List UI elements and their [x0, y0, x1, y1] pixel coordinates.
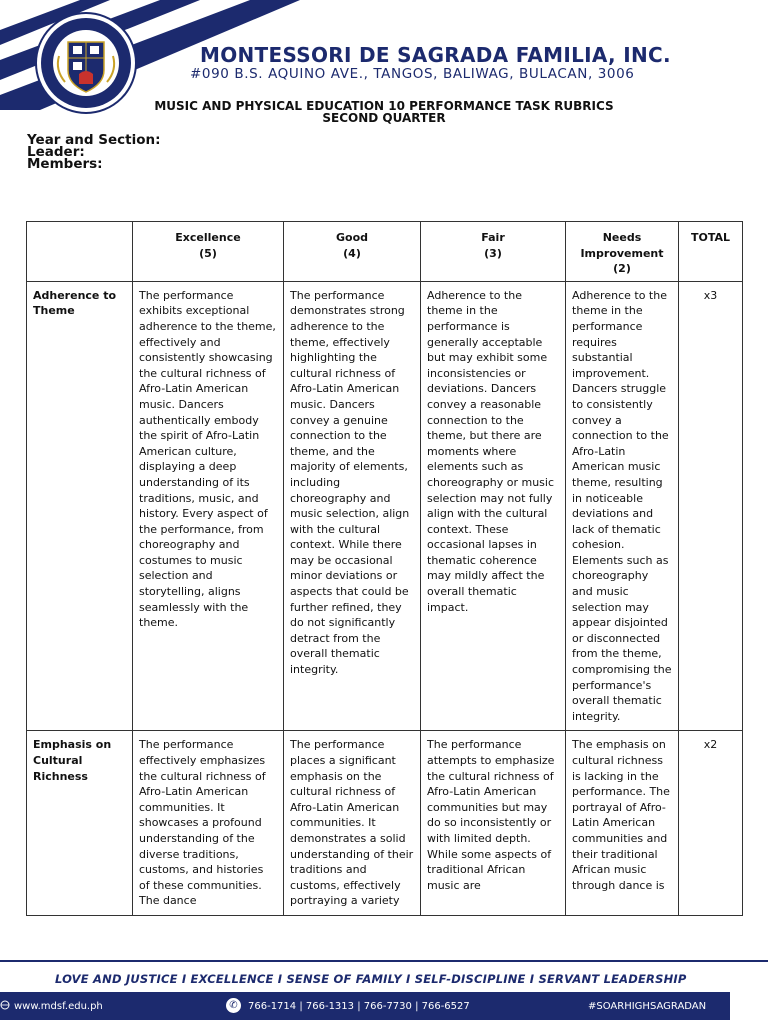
header-score: (2) [613, 262, 631, 276]
header-score: (4) [343, 246, 361, 260]
header-total [679, 222, 743, 282]
globe-icon [0, 1000, 10, 1010]
document-title: MUSIC AND PHYSICAL EDUCATION 10 PERFORMANCE TASK RUBRICS [154, 99, 614, 113]
school-address: #090 B.S. AQUINO AVE., TANGOS, BALIWAG, BULACAN, 3006 [190, 66, 635, 82]
good-cell: The performance demonstrates strong adherence to the theme, effectively highlighting the cultural richness of Afro-Latin American music. Dancers convey a genuine connection to the theme, and the majority of elements, including choreography and music selection, align with the cultural context. While there may be occasional minor deviations or aspects that could be further refined, they do not significantly detract from the overall thematic integrity. [284, 281, 421, 731]
year-section-label: Year and Section: [27, 132, 161, 148]
header-needs-improvement [566, 222, 679, 282]
hashtag: #SOARHIGHSAGRADAN [588, 1001, 707, 1012]
website-link[interactable]: www.mdsf.edu.ph [14, 1001, 103, 1012]
fair-cell: Adherence to the theme in the performance is generally acceptable but may exhibit some inconsistencies or deviations. Dancers convey a reasonable connection to the theme, but there are moments where elements such as choreography or music selection may not fully align with the cultural context. These occasional lapses in thematic coherence may mildly affect the overall thematic impact. [421, 281, 566, 731]
good-cell: The performance places a significant emphasis on the cultural richness of Afro-Latin American communities. It demonstrates a solid understanding of their traditions and customs, effectively portraying a variety [284, 731, 421, 916]
fair-cell: The performance attempts to emphasize the cultural richness of Afro-Latin American communities but may do so inconsistently or with limited depth. While some aspects of traditional African music are [421, 731, 566, 916]
needs-improvement-cell: The emphasis on cultural richness is lacking in the performance. The portrayal of Afro-Latin American communities and their traditional African music through dance is [566, 731, 679, 916]
rubric-table [26, 221, 743, 916]
needs-improvement-cell: Adherence to the theme in the performance requires substantial improvement. Dancers struggle to consistently convey a connection to the Afro-Latin American music theme, resulting in noticeable deviations and lack of thematic cohesion. Elements such as choreography and music selection may appear disjointed or disconnected from the theme, compromising the performance's overall thematic integrity. [566, 281, 679, 731]
header-good [284, 222, 421, 282]
header-fair [421, 222, 566, 282]
total-cell: x2 [679, 731, 743, 916]
criterion-cell: Adherence to Theme [27, 281, 133, 731]
header-label: Needs Improvement [580, 231, 664, 260]
document-subtitle: SECOND QUARTER [322, 111, 446, 125]
rubric-header-row [27, 222, 743, 282]
phone-numbers: 766-1714 | 766-1313 | 766-7730 | 766-6527 [248, 1001, 470, 1012]
header-score: (3) [484, 246, 502, 260]
footer-divider [0, 960, 768, 962]
header-label: Fair [481, 231, 505, 244]
members-label: Members: [27, 156, 103, 172]
table-row [27, 281, 743, 731]
school-name: MONTESSORI DE SAGRADA FAMILIA, INC. [200, 43, 671, 67]
header-label: Excellence [175, 231, 241, 244]
phone-icon: ✆ [226, 998, 241, 1013]
footer-bar-tail [730, 992, 768, 1020]
table-row [27, 731, 743, 916]
leader-label: Leader: [27, 144, 85, 160]
school-motto: LOVE AND JUSTICE I EXCELLENCE I SENSE OF FAMILY I SELF-DISCIPLINE I SERVANT LEADERSHIP [55, 972, 687, 986]
footer [0, 958, 768, 1024]
header-excellence [133, 222, 284, 282]
header-label: Good [335, 231, 369, 244]
header-criterion-cell [27, 222, 133, 282]
header-score: (5) [199, 246, 217, 260]
criterion-cell: Emphasis on Cultural Richness [27, 731, 133, 916]
excellence-cell: The performance exhibits exceptional adherence to the theme, effectively and consistently showcasing the cultural richness of Afro-Latin American music. Dancers authentically embody the spirit of Afro-Latin American culture, displaying a deep understanding of its traditions, music, and history. Every aspect of the performance, from choreography and costumes to music selection and storytelling, aligns seamlessly with the theme. [133, 281, 284, 731]
header-label: TOTAL [690, 231, 731, 244]
excellence-cell: The performance effectively emphasizes the cultural richness of Afro-Latin American communities. It showcases a profound understanding of the diverse traditions, customs, and histories of these communities. The dance [133, 731, 284, 916]
total-cell: x3 [679, 281, 743, 731]
